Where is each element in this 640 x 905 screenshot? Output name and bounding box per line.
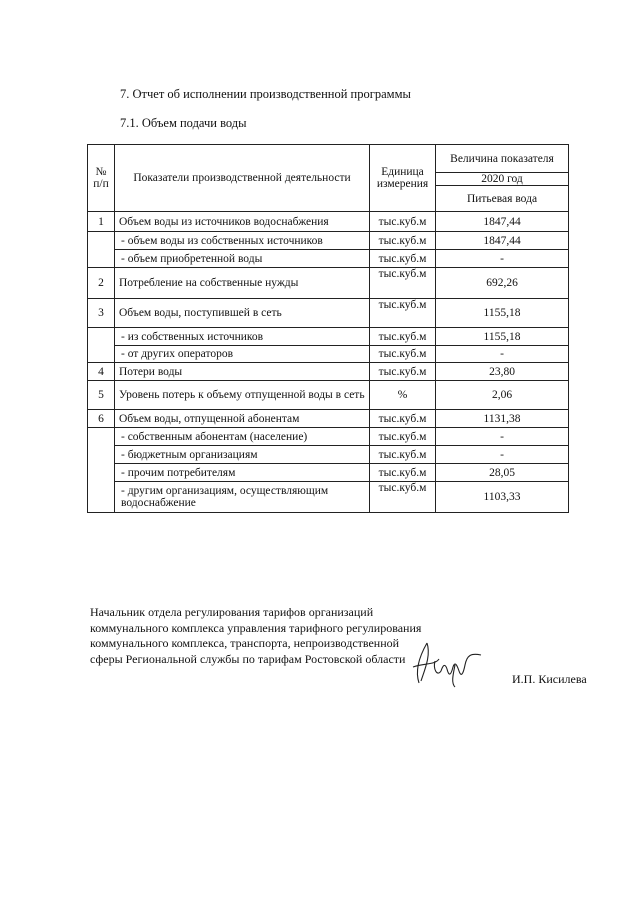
row-name: - другим организациям, осуществляющим водоснабжение	[115, 482, 370, 513]
header-num: № п/п	[88, 145, 115, 212]
row-unit: тыс.куб.м	[370, 464, 436, 482]
table-row	[88, 428, 569, 446]
row-unit: тыс.куб.м	[370, 232, 436, 250]
row-name: - бюджетным организациям	[115, 446, 370, 464]
row-name: - объем воды из собственных источников	[115, 232, 370, 250]
row-name: - из собственных источников	[115, 328, 370, 346]
row-value: -	[436, 346, 569, 363]
row-name: Потребление на собственные нужды	[115, 268, 370, 299]
row-unit: %	[370, 381, 436, 410]
row-unit: тыс.куб.м	[370, 328, 436, 346]
signer-name: И.П. Кисилева	[512, 672, 587, 686]
row-value: 1155,18	[436, 299, 569, 328]
row-unit: тыс.куб.м	[370, 410, 436, 428]
header-indicator: Показатели производственной деятельности	[115, 145, 370, 212]
row-name: Объем воды, поступившей в сеть	[115, 299, 370, 328]
row-num: 3	[88, 299, 115, 328]
row-value: 23,80	[436, 363, 569, 381]
row-value: 2,06	[436, 381, 569, 410]
water-supply-table	[87, 144, 569, 513]
header-category: Питьевая вода	[436, 186, 569, 212]
row-name: - прочим потребителям	[115, 464, 370, 482]
table-row	[88, 346, 569, 363]
row-value: 1847,44	[436, 212, 569, 232]
row-name: - объем приобретенной воды	[115, 250, 370, 268]
row-num: 6	[88, 410, 115, 428]
table-row	[88, 212, 569, 232]
row-num: 5	[88, 381, 115, 410]
row-unit: тыс.куб.м	[370, 363, 436, 381]
table-row	[88, 381, 569, 410]
row-value: -	[436, 428, 569, 446]
row-unit: тыс.куб.м	[370, 250, 436, 268]
row-name: Объем воды, отпущенной абонентам	[115, 410, 370, 428]
header-year: 2020 год	[436, 173, 569, 186]
table-row	[88, 328, 569, 346]
row-name: Потери воды	[115, 363, 370, 381]
row-num: 2	[88, 268, 115, 299]
table-row	[88, 299, 569, 328]
table-row	[88, 464, 569, 482]
subsection-title: 7.1. Объем подачи воды	[120, 116, 247, 130]
signer-position: Начальник отдела регулирования тарифов организаций коммунального комплекса управления тарифного регулирования коммунального комплекса, транспорта, непроизводственной сферы Региональной службы по тарифам Ростовской области	[90, 605, 422, 666]
table-row	[88, 410, 569, 428]
header-value: Величина показателя	[436, 145, 569, 173]
row-unit: тыс.куб.м	[370, 446, 436, 464]
row-name: - от других операторов	[115, 346, 370, 363]
row-name: Уровень потерь к объему отпущенной воды в сеть	[115, 381, 370, 410]
row-unit: тыс.куб.м	[370, 299, 436, 328]
row-value: -	[436, 446, 569, 464]
table-header-row	[88, 145, 569, 173]
row-value: 1155,18	[436, 328, 569, 346]
row-value: 1131,38	[436, 410, 569, 428]
handwritten-signature	[405, 635, 485, 690]
table-row	[88, 363, 569, 381]
row-name: - собственным абонентам (население)	[115, 428, 370, 446]
row-value: -	[436, 250, 569, 268]
row-unit: тыс.куб.м	[370, 428, 436, 446]
section-title: 7. Отчет об исполнении производственной программы	[120, 87, 411, 101]
table-row	[88, 482, 569, 513]
table-row	[88, 268, 569, 299]
row-num: 1	[88, 212, 115, 232]
table-row	[88, 446, 569, 464]
row-value: 692,26	[436, 268, 569, 299]
row-value: 28,05	[436, 464, 569, 482]
row-value: 1103,33	[436, 482, 569, 513]
table-row	[88, 232, 569, 250]
row-num	[88, 232, 115, 268]
header-unit: Единица измерения	[370, 145, 436, 212]
row-num: 4	[88, 363, 115, 381]
row-num	[88, 328, 115, 363]
row-value: 1847,44	[436, 232, 569, 250]
row-unit: тыс.куб.м	[370, 212, 436, 232]
row-unit: тыс.куб.м	[370, 482, 436, 513]
row-num	[88, 428, 115, 513]
table-row	[88, 250, 569, 268]
row-unit: тыс.куб.м	[370, 346, 436, 363]
row-unit: тыс.куб.м	[370, 268, 436, 299]
row-name: Объем воды из источников водоснабжения	[115, 212, 370, 232]
